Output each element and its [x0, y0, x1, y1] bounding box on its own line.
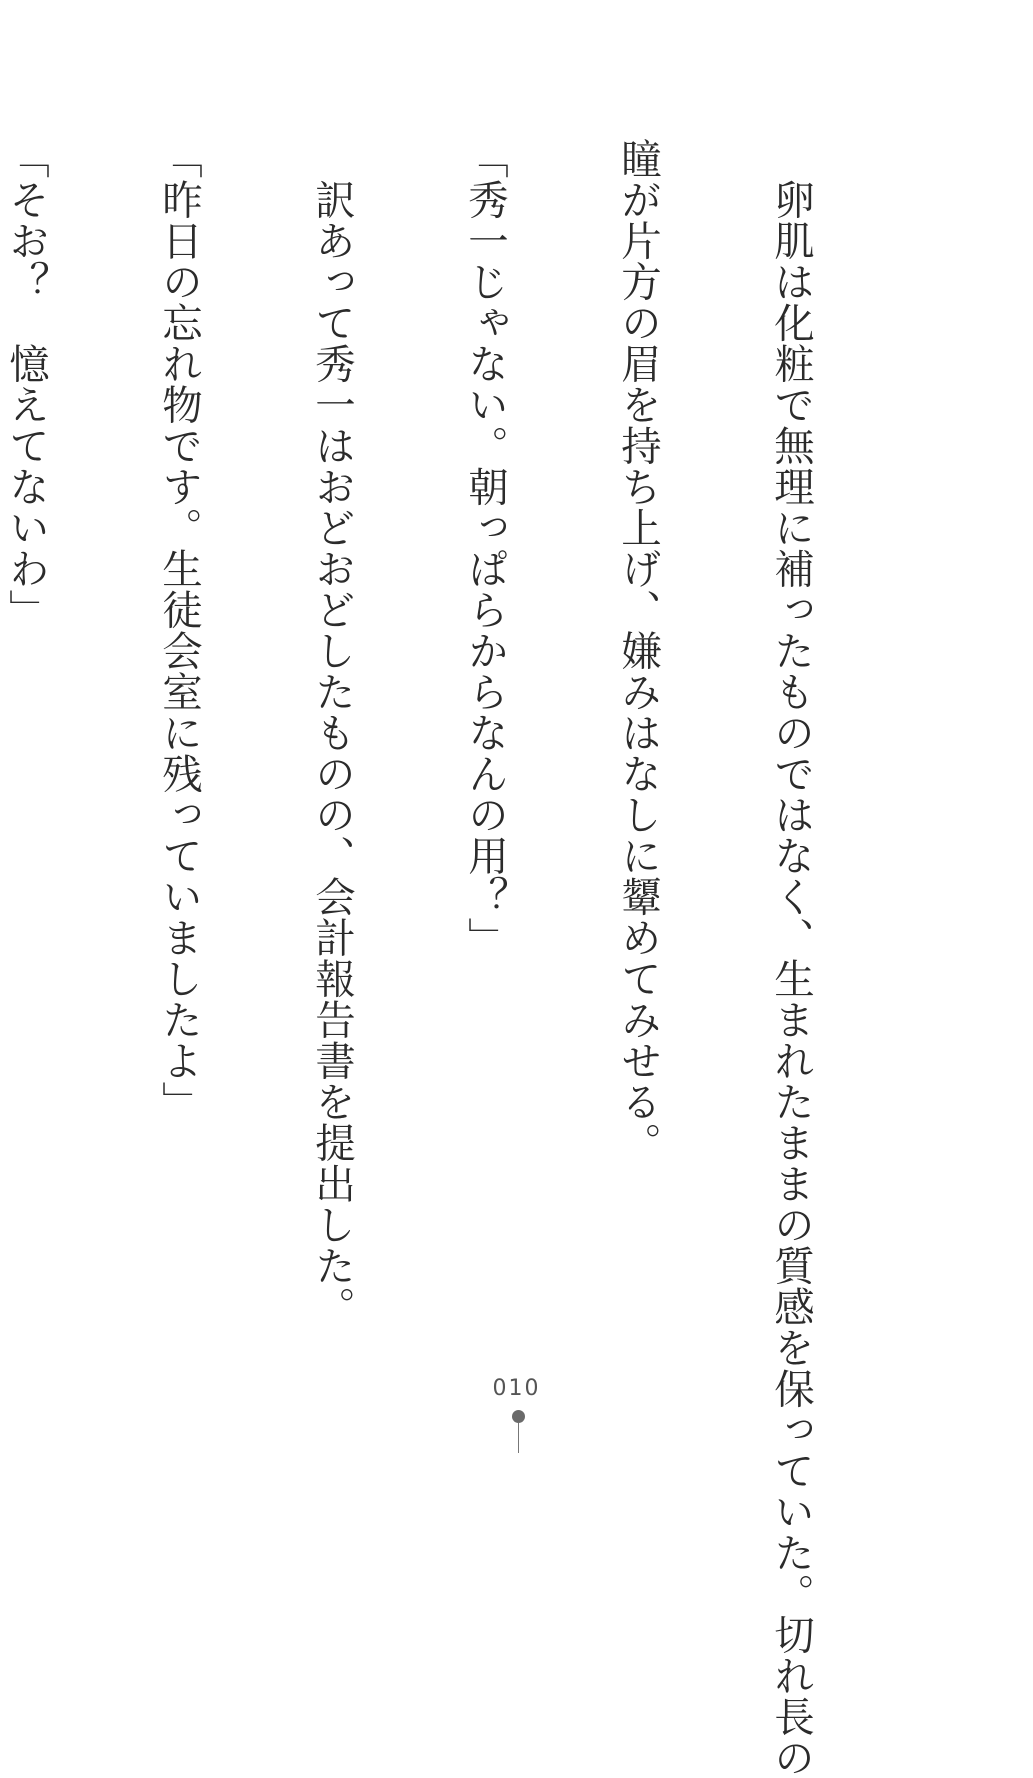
text-line: 瞳が片方の眉を持ち上げ、嫌みはなしに顰めてみせる。 — [614, 138, 662, 1163]
folio-dot-icon — [512, 1410, 525, 1423]
text-line: 訳あって秀一はおどおどしたものの、会計報告書を提出した。 — [308, 138, 356, 1327]
text-line: 「昨日の忘れ物です。生徒会室に残っていましたよ」 — [155, 138, 203, 1122]
text-line: 「そお？ 憶えてないわ」 — [2, 138, 50, 630]
text-line: 卵肌は化粧で無理に補ったものではなく、生まれたままの質感を保っていた。切れ長の — [767, 138, 815, 1778]
text-line: 「秀一じゃない。朝っぱらからなんの用？」 — [461, 138, 509, 958]
folio-stem-line — [518, 1423, 519, 1453]
page-number: 010 — [492, 1376, 541, 1401]
